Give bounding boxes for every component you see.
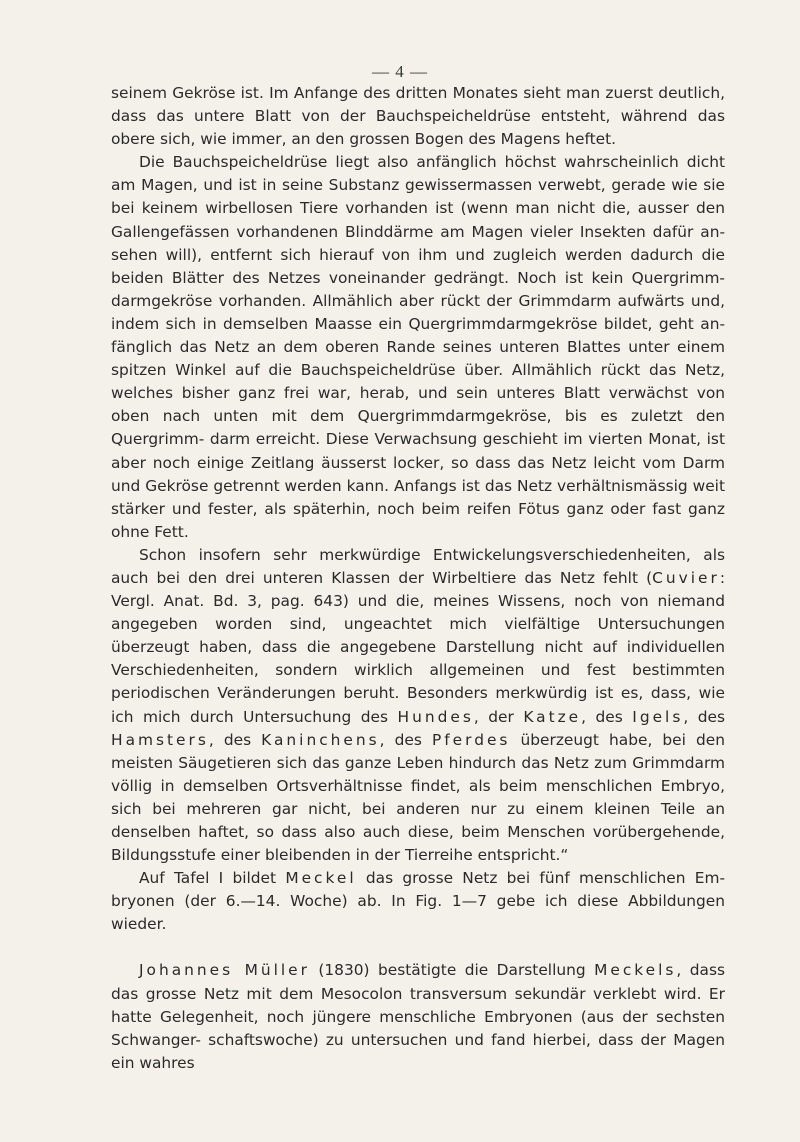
paragraph-5 [111,959,725,1074]
spaced-name: Meckels [594,961,677,980]
spaced-name: Igels [632,707,684,726]
text-run: , des [581,707,633,726]
text-run: Schon insofern sehr merkwürdige Entwickelungsverschiedenheiten, als auch bei den drei unteren Klassen der Wirbeltiere das Netz fehlt ( [111,545,725,587]
spaced-name: Katze [523,707,582,726]
spaced-name: Johannes Müller [139,961,310,980]
text-run: , des [208,730,262,749]
text-run: : Vergl. Anat. Bd. 3, pag. 643) und die, meines Wissens, noch von niemand angegeben worden sind, ungeachtet mich vielfältige Untersuchungen überzeugt haben, dass die angegebene Darstellung nicht auf individuellen Verschiedenheiten, sondern wirklich allgemeinen und fest bestimmten periodischen Veränderungen beruht. Besonders merkwürdig ist es, dass, wie ich mich durch Untersuchung des [111,568,725,726]
text-run: überzeugt habe, bei den meisten Säugetieren sich das ganze Leben hindurch das Netz zum Grimmdarm völlig in demselben Ortsverhältnisse findet, als beim menschlichen Embryo, sich bei mehreren gar nicht, bei anderen nur zu einem kleinen Teile an denselben haftet, so dass also auch diese, beim Menschen vorübergehende, Bildungsstufe einer bleibenden in der Tierreihe entspricht.“ [111,730,725,865]
spaced-name: Hundes [397,707,474,726]
paragraph-2: Die Bauchspeicheldrüse liegt also anfänglich höchst wahrscheinlich dicht am Magen, und ist in seine Substanz gewissermassen verwebt, gerade wie sie bei keinem wirbellosen Tiere vorhanden ist (wenn man nicht die, ausser den Gallengefässen vorhandenen Blinddärme am Magen vieler Insekten dafür an- sehen will), entfernt sich hierauf von ihm und zugleich werden dadurch die beiden Blätter des Netzes voneinander gedrängt. Noch ist kein Quergrimm- darmgekröse vorhanden. Allmählich aber rückt der Grimmdarm aufwärts und, indem sich in demselben Maasse ein Quergrimmdarmgekröse bildet, geht an- fänglich das Netz an dem oberen Rande seines unteren Blattes unter einem spitzen Winkel auf die Bauchspeicheldrüse über. Allmählich rückt das Netz, welches bisher ganz frei war, herab, und sein unteres Blatt verwächst von oben nach unten mit dem Quergrimmdarmgekröse, bis es zuletzt den Quergrimm- darm erreicht. Diese Verwachsung geschieht im vierten Monat, ist aber noch einige Zeitlang äusserst locker, so dass das Netz leicht vom Darm und Gekröse getrennt werden kann. Anfangs ist das Netz verhältnismässig weit stärker und fester, als späterhin, noch beim reifen Fötus ganz oder fast ganz ohne Fett. [111,153,725,541]
text-run: , dass das grosse Netz mit dem Mesocolon transversum sekundär verklebt wird. Er hatte Gelegenheit, noch jüngere menschliche Embryonen (aus der sechsten Schwanger- schaftswoche) zu untersuchen und fand hierbei, dass der Magen ein wahres [111,961,725,1072]
text-run: das grosse Netz bei fünf menschlichen Em- bryonen (der 6.—14. Woche) ab. In Fig. 1—7 gebe ich diese Abbildungen wieder. [111,869,725,934]
text-run: , des [683,707,725,726]
text-run: , des [379,730,432,749]
spaced-name: Hamsters [111,730,209,749]
spaced-name: Pferdes [431,730,511,749]
paragraph-1: seinem Gekröse ist. Im Anfange des dritten Monates sieht man zuerst deutlich, dass das untere Blatt von der Bauchspeicheldrüse entsteht, während das obere sich, wie immer, an den grossen Bogen des Magens heftet. [111,84,725,149]
paragraph-4 [111,867,725,936]
paragraph-3 [111,544,725,867]
spaced-name: Kaninchens [261,730,380,749]
body-text [111,82,725,1075]
page-number: — 4 — [372,62,428,81]
text-run: , der [473,707,524,726]
spaced-name: Meckel [285,869,357,888]
text-run: Auf Tafel I bildet [139,869,286,888]
spaced-name: Cuvier [652,568,720,587]
text-run: (1830) bestätigte die Darstellung [309,961,595,980]
